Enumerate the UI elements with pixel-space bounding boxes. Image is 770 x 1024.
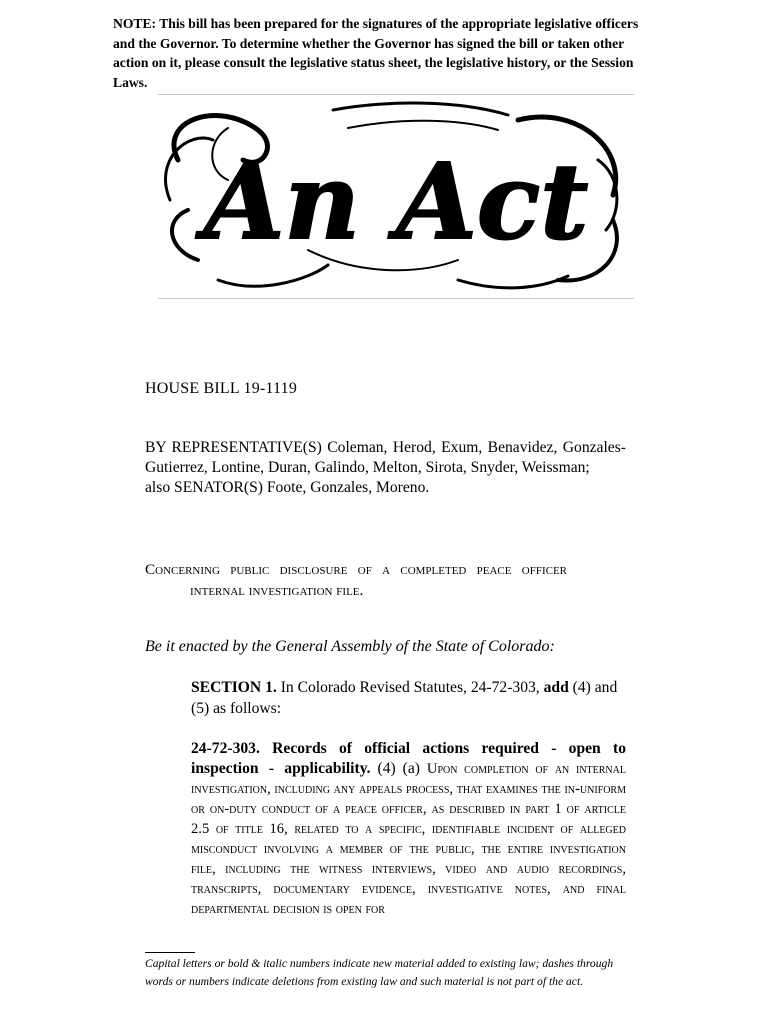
section-1 [145,678,626,719]
bill-title-line1: Concerning public disclosure of a completed peace officer [145,561,568,578]
section-text-a: In Colorado Revised Statutes, 24-72-303, [276,679,544,696]
section-label: SECTION 1. [191,679,277,696]
enacting-clause: Be it enacted by the General Assembly of the State of Colorado: [145,638,555,655]
representatives-line: BY REPRESENTATIVE(S) Coleman, Herod, Exum, Benavidez, Gonzales-Gutierrez, Lontine, Duran, Galindo, Melton, Sirota, Snyder, Weissman; [145,439,626,476]
sponsors-block [145,438,626,498]
section-text-b: (4) and (5) as follows: [191,679,618,717]
bill-number: HOUSE BILL 19-1119 [145,380,298,397]
statute-new-text: Upon completion of an internal investigation, including any appeals process, that examines the in-uniform or on-duty conduct of a peace officer, as described in part 1 of article 2.5 of title 16, related to a specific, identifiable incident of alleged misconduct involving a member of the public, the entire investigation file, including the witness interviews, video and audio recordings, transcripts, documentary evidence, investigative notes, and final departmental decision is open for [191,761,626,917]
legislative-note: NOTE: This bill has been prepared for the signatures of the appropriate legislative officers and the Governor. To determine whether the Governor has signed the bill or taken other action on it, please consult the legislative status sheet, the legislative history, or the Session Laws. [113,16,639,90]
emblem-top-rule [158,94,634,95]
statute-subsection: (4) (a) [370,760,427,777]
bill-title-line2: internal investigation file. [190,582,364,599]
statute-text [145,739,626,919]
footnote: Capital letters or bold & italic numbers indicate new material added to existing law; dashes through words or numbers indicate deletions from existing law and such material is not part of the act. [145,957,614,988]
senators-line: also SENATOR(S) Foote, Gonzales, Moreno. [145,479,430,496]
emblem-bottom-rule [158,298,634,299]
an-act-emblem-text: An Act [203,140,589,263]
statute-heading: 24-72-303. Records of official actions required - open to inspection - applicability. [191,740,626,777]
bill-title [145,559,626,601]
footnote-rule [145,952,195,953]
section-add-word: add [543,679,569,696]
an-act-emblem [158,100,634,295]
